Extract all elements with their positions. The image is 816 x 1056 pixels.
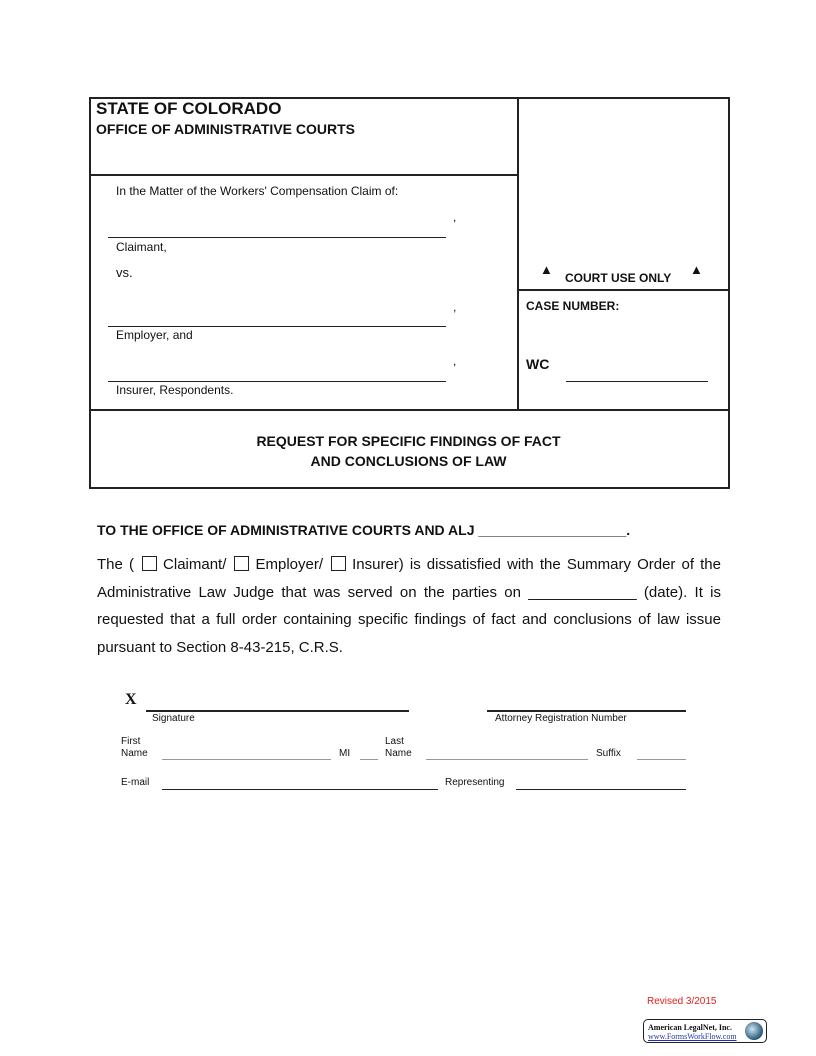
insurer-label: Insurer, Respondents. (116, 383, 234, 397)
last-name-field[interactable] (426, 759, 588, 760)
comma: , (453, 210, 457, 224)
logo-text: American LegalNet, Inc. (648, 1023, 732, 1032)
divider (89, 409, 728, 411)
title-line-1: REQUEST FOR SPECIFIC FINDINGS OF FACT (256, 433, 561, 449)
label-text: Name (385, 748, 412, 759)
representing-field[interactable] (516, 789, 686, 790)
x-mark: X (125, 691, 137, 708)
claimant-name-field[interactable] (108, 237, 446, 238)
label-text: Name (121, 748, 148, 759)
arrow-up-icon: ▲ (540, 262, 553, 277)
office-heading: OFFICE OF ADMINISTRATIVE COURTS (96, 121, 355, 137)
request-paragraph (97, 551, 721, 661)
court-use-only-label: COURT USE ONLY (565, 271, 672, 285)
representing-label: Representing (445, 777, 505, 788)
employer-option: Employer/ (255, 556, 324, 573)
label-text: Last (385, 736, 404, 747)
divider (517, 97, 519, 410)
insurer-checkbox[interactable] (331, 556, 346, 571)
last-name-label (385, 736, 412, 760)
state-heading: STATE OF COLORADO (96, 99, 282, 118)
mi-field[interactable] (360, 759, 378, 760)
mi-label: MI (339, 748, 351, 759)
employer-checkbox[interactable] (234, 556, 249, 571)
suffix-field[interactable] (637, 759, 686, 760)
claimant-checkbox[interactable] (142, 556, 157, 571)
label-text: First (121, 736, 141, 747)
divider (518, 289, 728, 291)
divider (89, 174, 518, 176)
title-line-2: AND CONCLUSIONS OF LAW (310, 453, 507, 469)
case-number-field[interactable] (566, 381, 708, 382)
matter-label: In the Matter of the Workers' Compensation Claim of: (116, 184, 399, 198)
logo-link[interactable]: www.FormsWorkFlow.com (648, 1032, 737, 1041)
first-name-field[interactable] (162, 759, 331, 760)
case-number-label: CASE NUMBER: (526, 299, 620, 313)
claimant-option: Claimant/ (163, 556, 227, 573)
claimant-label: Claimant, (116, 240, 167, 254)
employer-label: Employer, and (116, 328, 193, 342)
arrow-up-icon: ▲ (690, 262, 703, 277)
email-field[interactable] (162, 789, 438, 790)
email-label: E-mail (121, 777, 150, 788)
comma: , (453, 354, 457, 368)
comma: , (453, 300, 457, 314)
suffix-label: Suffix (596, 748, 621, 759)
legalnet-logo[interactable] (643, 1019, 767, 1043)
insurer-name-field[interactable] (108, 381, 446, 382)
employer-name-field[interactable] (108, 326, 446, 327)
addressee-line: TO THE OFFICE OF ADMINISTRATIVE COURTS AND ALJ ___________________. (97, 522, 631, 538)
attorney-registration-label: Attorney Registration Number (495, 713, 627, 724)
first-name-label (121, 736, 148, 760)
wc-label: WC (526, 356, 550, 372)
vs-label: vs. (116, 265, 133, 280)
globe-icon (745, 1022, 763, 1040)
signature-label: Signature (152, 713, 195, 724)
revision-date: Revised 3/2015 (647, 996, 717, 1007)
paragraph-text: Insurer) is dissatisfied with the Summary Order of the Administrative Law Judge that was served on the parties on _____________ (date). It is requested that a full order containing specific findings of fact and conclusions of law issue pursuant to Section 8-43-215, C.R.S. (97, 556, 721, 656)
signature-field[interactable] (146, 710, 409, 712)
paragraph-text: The ( (97, 556, 134, 573)
attorney-registration-field[interactable] (487, 710, 686, 712)
form-title (89, 431, 728, 471)
